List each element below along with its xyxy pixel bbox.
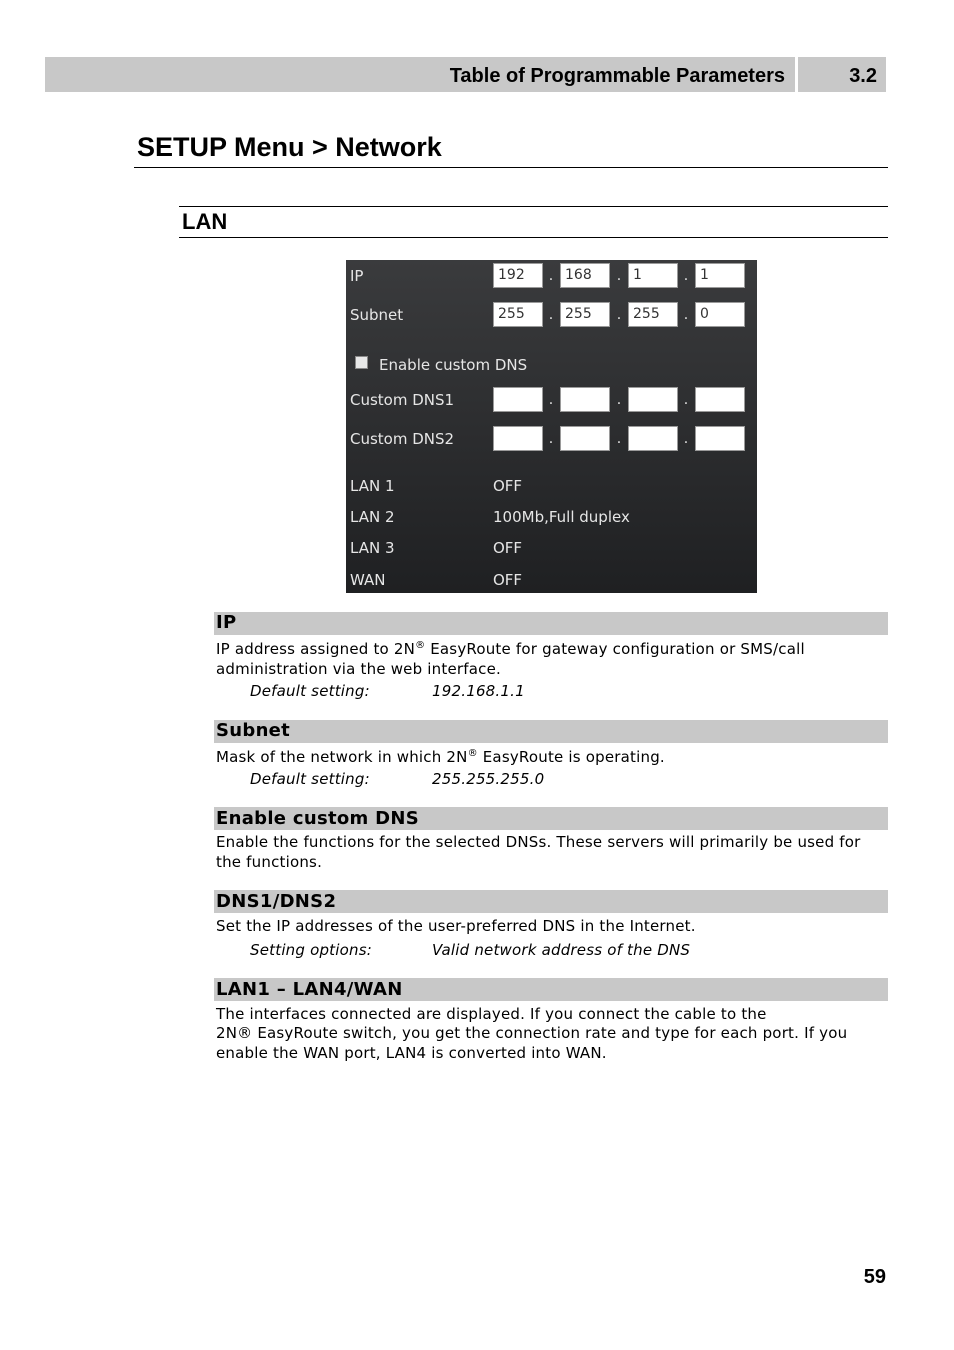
- section-bar-subnet: [214, 720, 888, 743]
- title-rule: [134, 167, 888, 168]
- lan-settings-screenshot: [346, 260, 757, 593]
- subnet-text-b: EasyRoute is operating.: [477, 748, 665, 766]
- page-title: SETUP Menu > Network: [137, 132, 442, 162]
- dns1-dot: .: [548, 392, 554, 408]
- dns1-label: Custom DNS1: [350, 391, 455, 409]
- section-text-dns: Enable the functions for the selected DNSs. These servers will primarily be used for the functions.: [216, 833, 861, 871]
- lan3-value: OFF: [493, 539, 523, 557]
- subnet-octet-4: 0: [695, 302, 745, 327]
- dns1-dot: .: [616, 392, 622, 408]
- registered-mark: ®: [415, 640, 426, 651]
- dns1-octet-1: [493, 387, 543, 412]
- section-title-dns: Enable custom DNS: [216, 808, 420, 829]
- subnet-octet-1: 255: [493, 302, 543, 327]
- subnet-text-a: Mask of the network in which 2N: [216, 748, 468, 766]
- dns2-octet-2: [560, 426, 610, 451]
- lan2-label: LAN 2: [350, 508, 395, 526]
- section-text-dns12: Set the IP addresses of the user-preferred DNS in the Internet.: [216, 917, 696, 935]
- section-title-ip: IP: [216, 612, 237, 633]
- section-title-subnet: Subnet: [216, 720, 291, 741]
- dns1-octet-3: [628, 387, 678, 412]
- ip-octet-2: 168: [560, 263, 610, 288]
- lan2-value: 100Mb,Full duplex: [493, 508, 630, 526]
- wan-value: OFF: [493, 571, 523, 589]
- ip-label: IP: [350, 267, 364, 285]
- ip-dot: .: [683, 268, 689, 284]
- section-text-lan-line1: The interfaces connected are displayed. If you connect the cable to the: [216, 1005, 767, 1023]
- lan1-label: LAN 1: [350, 477, 395, 495]
- subnet-dot: .: [616, 307, 622, 323]
- section-text-lan-line2: 2N® EasyRoute switch, you get the connection rate and type for each port. If you enable the WAN port, LAN4 is converted into WAN.: [216, 1024, 848, 1062]
- dns2-octet-1: [493, 426, 543, 451]
- ip-dot: .: [548, 268, 554, 284]
- header-section-box: [798, 57, 886, 92]
- ip-dot: .: [616, 268, 622, 284]
- dns12-setting-label: Setting options:: [250, 941, 372, 959]
- ip-text-b: EasyRoute for gateway configuration or SMS/call administration via the web interface.: [216, 640, 805, 678]
- subsection-rule-bottom: [179, 237, 888, 238]
- subnet-default-label: Default setting:: [250, 770, 370, 788]
- header-section-number: 3.2: [849, 65, 877, 87]
- subsection-rule-top: [179, 206, 888, 207]
- registered-mark: ®: [467, 748, 478, 759]
- section-text-subnet: [216, 744, 888, 767]
- section-bar-ip: [214, 612, 888, 635]
- section-title-dns12: DNS1/DNS2: [216, 891, 337, 912]
- lan1-value: OFF: [493, 477, 523, 495]
- enable-dns-checkbox: [355, 356, 368, 369]
- dns2-dot: .: [548, 431, 554, 447]
- subnet-octet-3: 255: [628, 302, 678, 327]
- subsection-title: LAN: [182, 209, 228, 234]
- ip-octet-3: 1: [628, 263, 678, 288]
- wan-label: WAN: [350, 571, 386, 589]
- dns2-octet-3: [628, 426, 678, 451]
- section-title-lan: LAN1 – LAN4/WAN: [216, 979, 403, 1000]
- dns2-dot: .: [616, 431, 622, 447]
- header-title: Table of Programmable Parameters: [449, 65, 785, 87]
- enable-dns-label: Enable custom DNS: [379, 356, 528, 374]
- ip-octet-4: 1: [695, 263, 745, 288]
- dns2-label: Custom DNS2: [350, 430, 455, 448]
- subnet-octet-2: 255: [560, 302, 610, 327]
- subnet-default-value: 255.255.255.0: [432, 770, 545, 788]
- subnet-dot: .: [683, 307, 689, 323]
- ip-default-label: Default setting:: [250, 682, 370, 700]
- lan3-label: LAN 3: [350, 539, 395, 557]
- dns2-dot: .: [683, 431, 689, 447]
- dns1-octet-2: [560, 387, 610, 412]
- ip-octet-1: 192: [493, 263, 543, 288]
- dns12-setting-value: Valid network address of the DNS: [432, 941, 691, 959]
- section-text-ip: [216, 636, 888, 679]
- page-number: 59: [863, 1266, 886, 1288]
- dns1-dot: .: [683, 392, 689, 408]
- subnet-dot: .: [548, 307, 554, 323]
- dns2-octet-4: [695, 426, 745, 451]
- ip-text-a: IP address assigned to 2N: [216, 640, 416, 658]
- ip-default-value: 192.168.1.1: [432, 682, 525, 700]
- dns1-octet-4: [695, 387, 745, 412]
- subnet-label: Subnet: [350, 306, 404, 324]
